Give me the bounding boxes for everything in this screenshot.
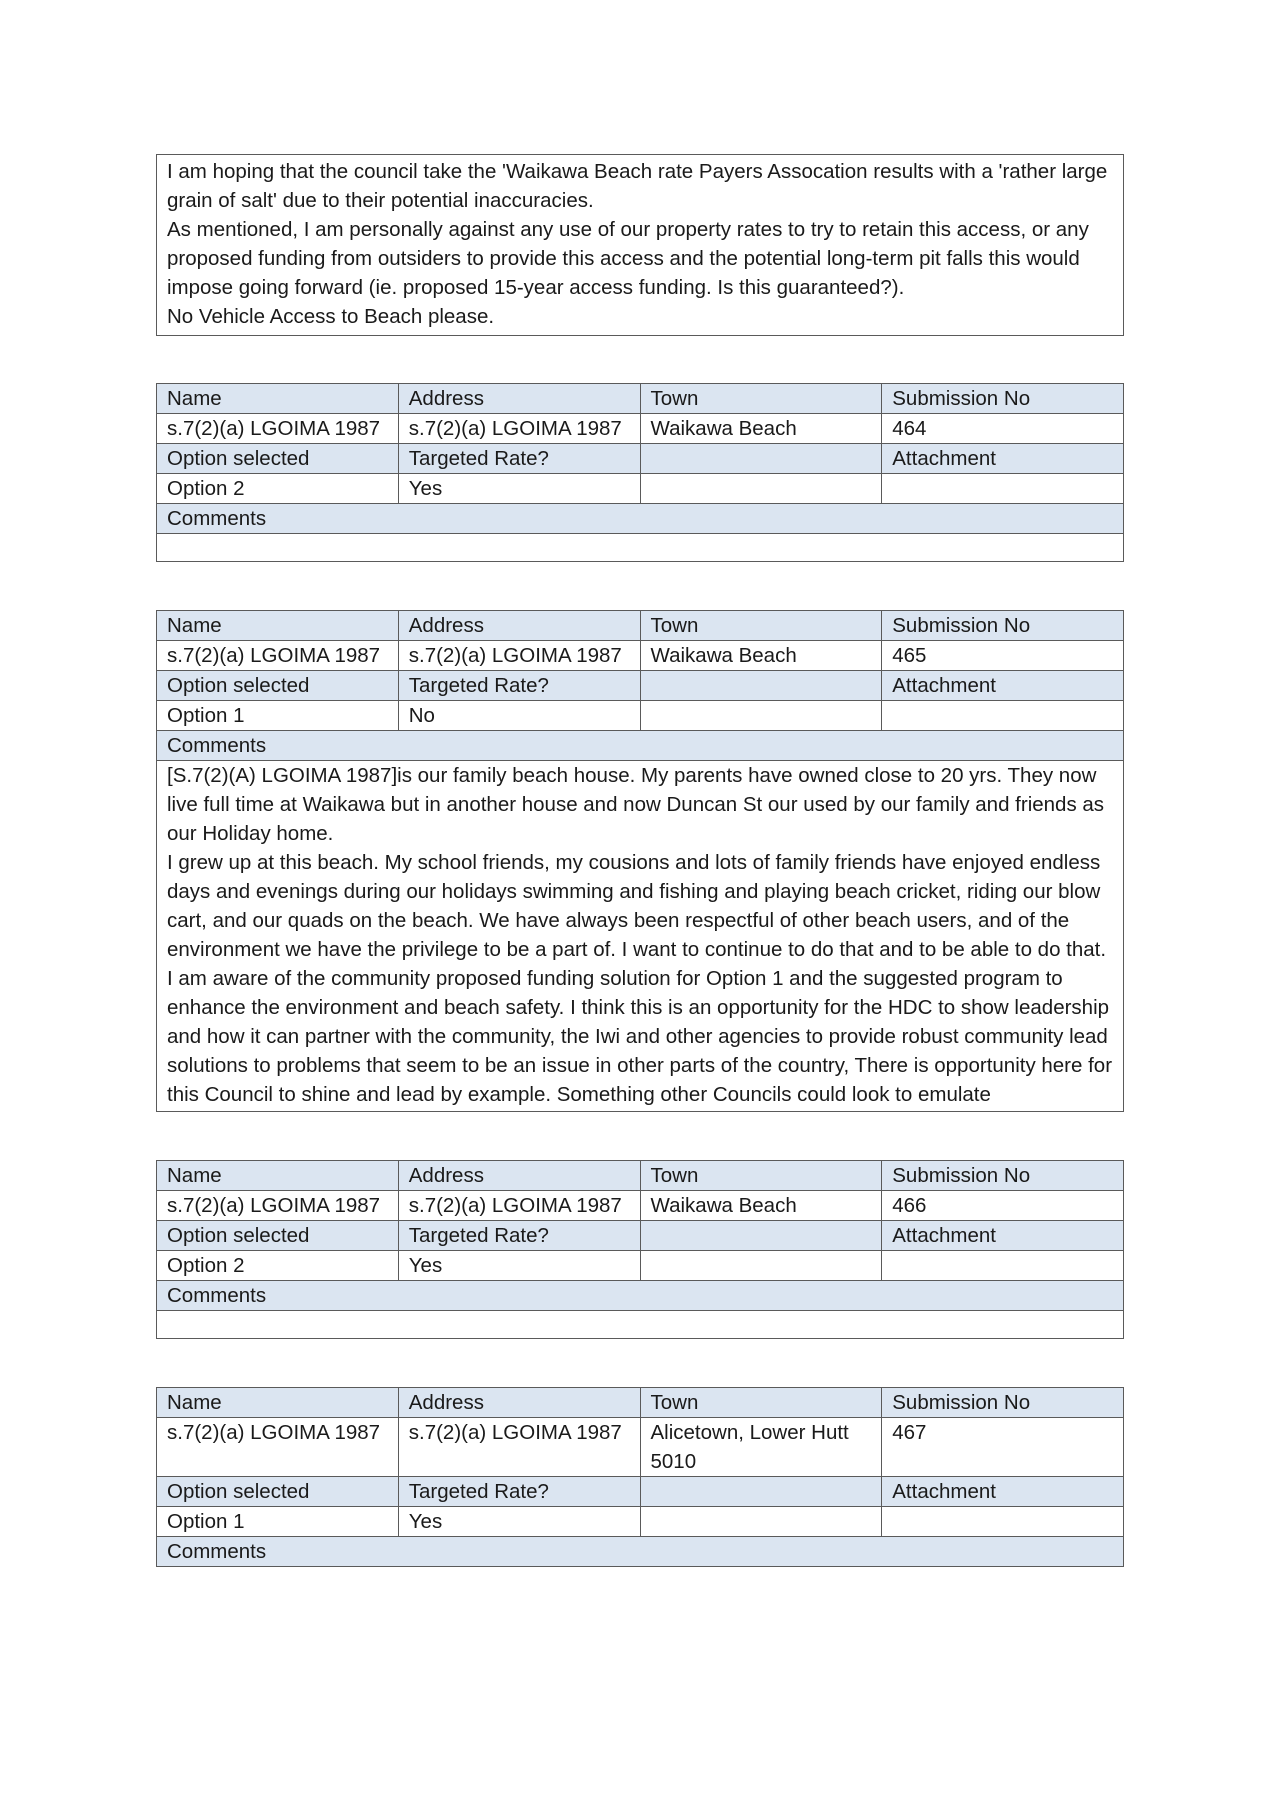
name-label: Name	[157, 384, 399, 414]
option-value: Option 1	[157, 701, 399, 731]
submission-no-value: 464	[882, 414, 1124, 444]
comments-body	[157, 1311, 1124, 1339]
value-row	[157, 1507, 1124, 1537]
option-value: Option 1	[157, 1507, 399, 1537]
value-row	[157, 1191, 1124, 1221]
town-value: Waikawa Beach	[640, 641, 882, 671]
empty-cell	[640, 1477, 882, 1507]
address-label: Address	[398, 1161, 640, 1191]
town-value: Waikawa Beach	[640, 414, 882, 444]
name-label: Name	[157, 1161, 399, 1191]
targeted-rate-label: Targeted Rate?	[398, 444, 640, 474]
intro-comment-box	[156, 154, 1124, 336]
value-row	[157, 1251, 1124, 1281]
targeted-rate-value: Yes	[398, 1251, 640, 1281]
town-label: Town	[640, 1388, 882, 1418]
comment-paragraph: I grew up at this beach. My school friends, my cousions and lots of family friends have enjoyed endless days and evenings during our holidays swimming and fishing and playing beach cricket, riding our blow cart, and our quads on the beach. We have always been respectful of other beach users, and of the environment we have the privilege to be a part of. I want to continue to do that and to be able to do that.	[167, 851, 1107, 961]
option-value: Option 2	[157, 474, 399, 504]
attachment-label: Attachment	[882, 671, 1124, 701]
name-value: s.7(2)(a) LGOIMA 1987	[157, 1191, 399, 1221]
submission-table-466	[156, 1160, 1124, 1339]
header-row	[157, 444, 1124, 474]
address-label: Address	[398, 384, 640, 414]
address-label: Address	[398, 611, 640, 641]
submission-table-467	[156, 1387, 1124, 1567]
comments-body	[157, 534, 1124, 562]
address-value: s.7(2)(a) LGOIMA 1987	[398, 1418, 640, 1477]
intro-comment-line: I am hoping that the council take the 'Waikawa Beach rate Payers Assocation results with a 'rather large grain of salt' due to their potential inaccuracies.	[167, 160, 1108, 212]
value-row	[157, 474, 1124, 504]
comments-row	[157, 1311, 1124, 1339]
submission-table-465	[156, 610, 1124, 1112]
comments-row	[157, 761, 1124, 1112]
attachment-value	[882, 474, 1124, 504]
attachment-label: Attachment	[882, 1477, 1124, 1507]
name-label: Name	[157, 611, 399, 641]
town-value: Waikawa Beach	[640, 1191, 882, 1221]
comments-label: Comments	[157, 1281, 1124, 1311]
header-row	[157, 671, 1124, 701]
option-selected-label: Option selected	[157, 1221, 399, 1251]
value-row	[157, 701, 1124, 731]
intro-comment-line: No Vehicle Access to Beach please.	[167, 305, 495, 328]
header-row	[157, 384, 1124, 414]
name-value: s.7(2)(a) LGOIMA 1987	[157, 641, 399, 671]
name-value: s.7(2)(a) LGOIMA 1987	[157, 1418, 399, 1477]
submission-no-label: Submission No	[882, 1388, 1124, 1418]
comments-body	[157, 761, 1124, 1112]
attachment-value	[882, 701, 1124, 731]
submission-no-label: Submission No	[882, 384, 1124, 414]
option-selected-label: Option selected	[157, 444, 399, 474]
address-value: s.7(2)(a) LGOIMA 1987	[398, 641, 640, 671]
targeted-rate-value: Yes	[398, 474, 640, 504]
option-selected-label: Option selected	[157, 1477, 399, 1507]
empty-cell	[640, 701, 882, 731]
town-label: Town	[640, 611, 882, 641]
header-row	[157, 504, 1124, 534]
empty-cell	[640, 1507, 882, 1537]
attachment-label: Attachment	[882, 1221, 1124, 1251]
comment-paragraph: [S.7(2)(A) LGOIMA 1987]is our family beach house. My parents have owned close to 20 yrs. They now live full time at Waikawa but in another house and now Duncan St our used by our family and friends as our Holiday home.	[167, 764, 1105, 845]
attachment-label: Attachment	[882, 444, 1124, 474]
address-value: s.7(2)(a) LGOIMA 1987	[398, 1191, 640, 1221]
comments-label: Comments	[157, 731, 1124, 761]
targeted-rate-value: No	[398, 701, 640, 731]
attachment-value	[882, 1251, 1124, 1281]
value-row	[157, 1418, 1124, 1477]
town-value: Alicetown, Lower Hutt 5010	[640, 1418, 882, 1477]
document-page	[156, 154, 1124, 1567]
submission-table-464	[156, 383, 1124, 562]
submission-no-label: Submission No	[882, 1161, 1124, 1191]
option-value: Option 2	[157, 1251, 399, 1281]
intro-comment-line: As mentioned, I am personally against any use of our property rates to try to retain this access, or any proposed funding from outsiders to provide this access and the potential long-term pit falls this would impose going forward (ie. proposed 15-year access funding. Is this guaranteed?).	[167, 218, 1089, 299]
header-row	[157, 731, 1124, 761]
submission-no-value: 467	[882, 1418, 1124, 1477]
name-value: s.7(2)(a) LGOIMA 1987	[157, 414, 399, 444]
empty-cell	[640, 444, 882, 474]
header-row	[157, 611, 1124, 641]
submission-no-value: 465	[882, 641, 1124, 671]
header-row	[157, 1221, 1124, 1251]
address-label: Address	[398, 1388, 640, 1418]
town-label: Town	[640, 384, 882, 414]
empty-cell	[640, 1221, 882, 1251]
targeted-rate-label: Targeted Rate?	[398, 1477, 640, 1507]
name-label: Name	[157, 1388, 399, 1418]
option-selected-label: Option selected	[157, 671, 399, 701]
comments-row	[157, 534, 1124, 562]
comments-label: Comments	[157, 1537, 1124, 1567]
header-row	[157, 1388, 1124, 1418]
empty-cell	[640, 474, 882, 504]
address-value: s.7(2)(a) LGOIMA 1987	[398, 414, 640, 444]
header-row	[157, 1161, 1124, 1191]
comment-paragraph: I am aware of the community proposed funding solution for Option 1 and the suggested program to enhance the environment and beach safety. I think this is an opportunity for the HDC to show leadership and how it can partner with the community, the Iwi and other agencies to provide robust community lead solutions to problems that seem to be an issue in other parts of the country, There is opportunity here for this Council to shine and lead by example. Something other Councils could look to emulate	[167, 967, 1113, 1106]
header-row	[157, 1477, 1124, 1507]
submission-no-value: 466	[882, 1191, 1124, 1221]
header-row	[157, 1281, 1124, 1311]
empty-cell	[640, 1251, 882, 1281]
targeted-rate-label: Targeted Rate?	[398, 671, 640, 701]
value-row	[157, 641, 1124, 671]
header-row	[157, 1537, 1124, 1567]
submission-no-label: Submission No	[882, 611, 1124, 641]
empty-cell	[640, 671, 882, 701]
attachment-value	[882, 1507, 1124, 1537]
targeted-rate-label: Targeted Rate?	[398, 1221, 640, 1251]
comments-label: Comments	[157, 504, 1124, 534]
value-row	[157, 414, 1124, 444]
targeted-rate-value: Yes	[398, 1507, 640, 1537]
town-label: Town	[640, 1161, 882, 1191]
